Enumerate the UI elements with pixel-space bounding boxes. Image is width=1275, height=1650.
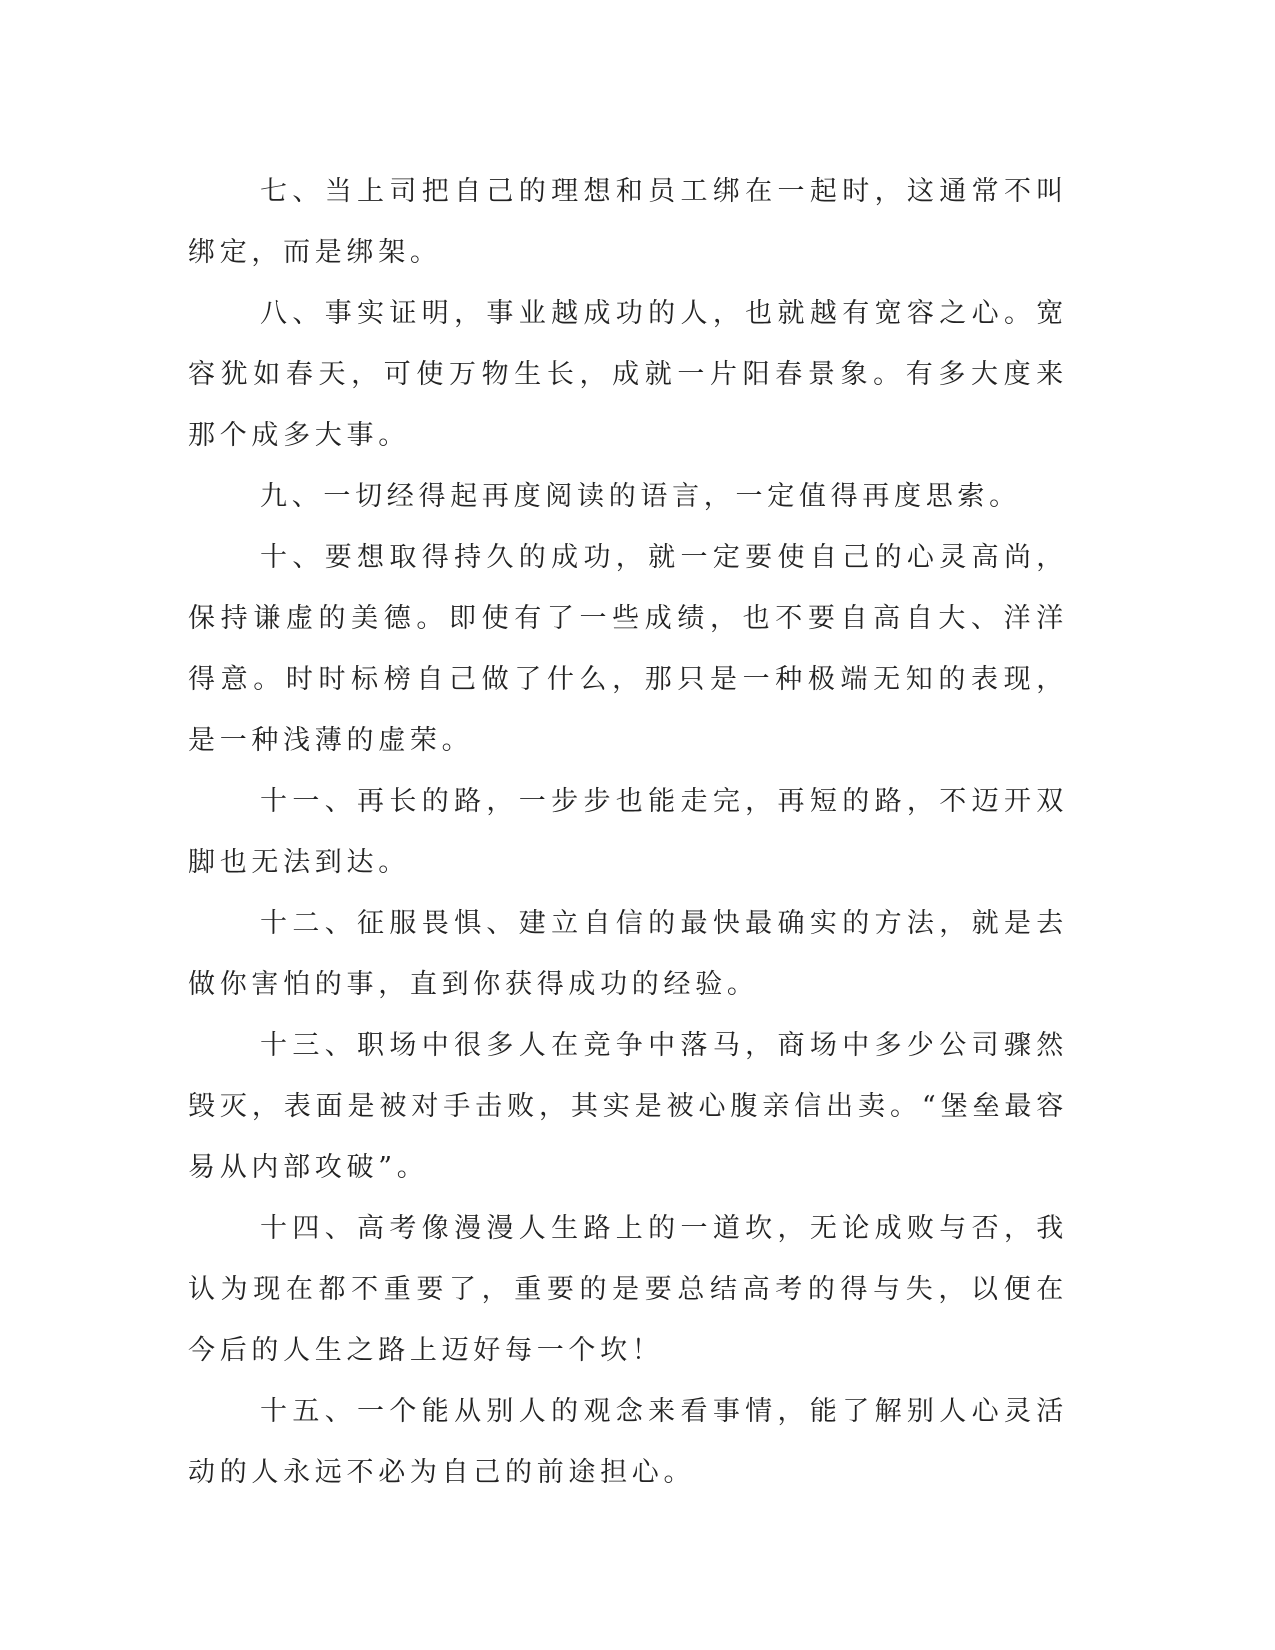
paragraph-13: 十三、职场中很多人在竞争中落马，商场中多少公司骤然毁灭，表面是被对手击败，其实是被心腹亲信出卖。“堡垒最容易从内部攻破”。 (188, 1030, 1068, 1183)
paragraph-7: 七、当上司把自己的理想和员工绑在一起时，这通常不叫绑定，而是绑架。 (188, 176, 1068, 268)
paragraph-11: 十一、再长的路，一步步也能走完，再短的路，不迈开双脚也无法到达。 (188, 786, 1068, 878)
paragraph-10: 十、要想取得持久的成功，就一定要使自己的心灵高尚，保持谦虚的美德。即使有了一些成绩，也不要自高自大、洋洋得意。时时标榜自己做了什么，那只是一种极端无知的表现，是一种浅薄的虚荣。 (188, 542, 1068, 756)
paragraph-15: 十五、一个能从别人的观念来看事情，能了解别人心灵活动的人永远不必为自己的前途担心。 (188, 1396, 1068, 1488)
paragraph-12: 十二、征服畏惧、建立自信的最快最确实的方法，就是去做你害怕的事，直到你获得成功的经验。 (188, 908, 1068, 1000)
paragraph-14: 十四、高考像漫漫人生路上的一道坎，无论成败与否，我认为现在都不重要了，重要的是要总结高考的得与失，以便在今后的人生之路上迈好每一个坎！ (188, 1213, 1068, 1366)
paragraph-8: 八、事实证明，事业越成功的人，也就越有宽容之心。宽容犹如春天，可使万物生长，成就一片阳春景象。有多大度来那个成多大事。 (188, 298, 1068, 451)
document-body (188, 161, 1068, 1503)
paragraph-9: 九、一切经得起再度阅读的语言，一定值得再度思索。 (260, 481, 1021, 512)
